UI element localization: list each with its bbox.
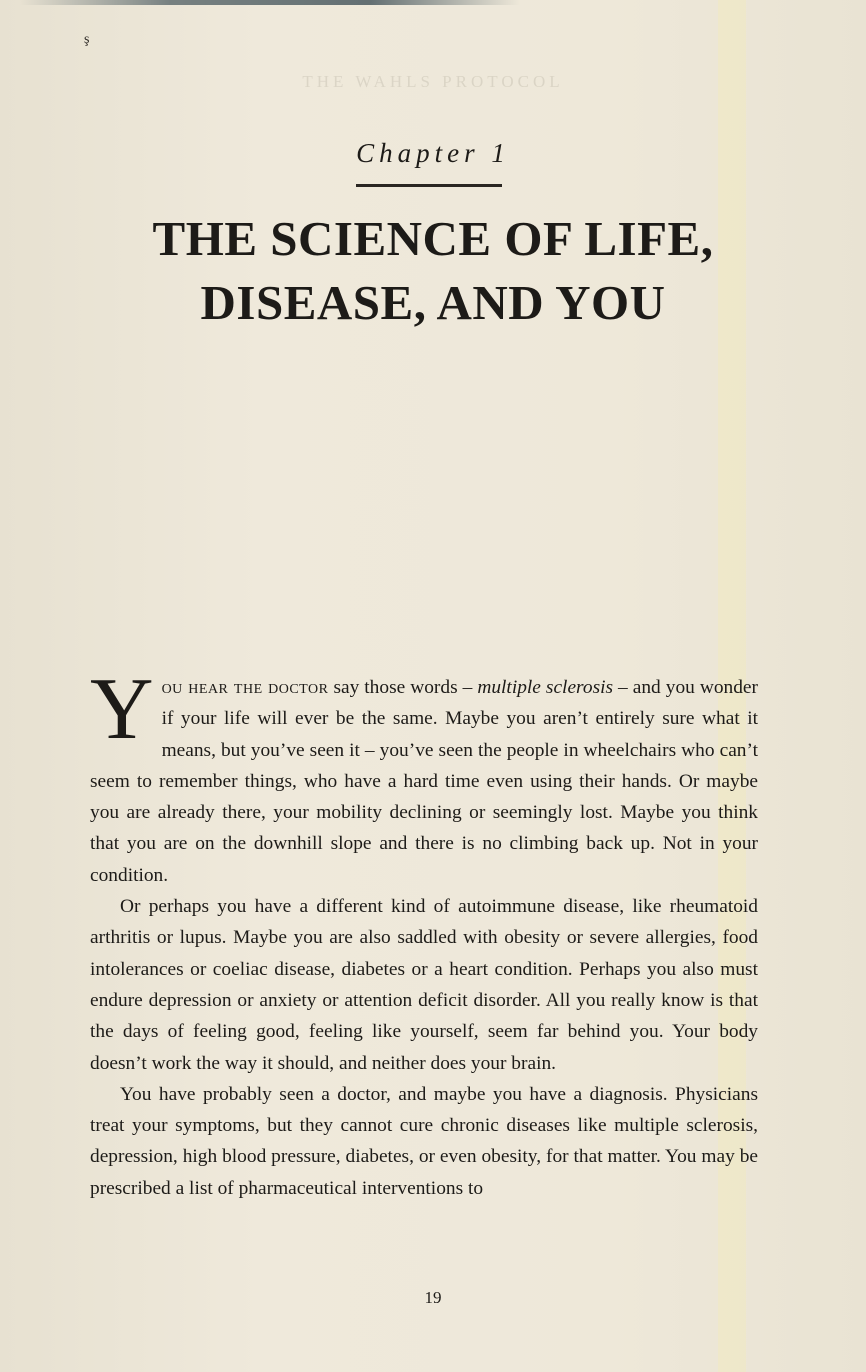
paragraph-1-text-a: say those words –: [328, 677, 478, 698]
smallcaps-lead: ou hear the doctor: [161, 677, 329, 698]
chapter-label: Chapter 1: [356, 138, 510, 168]
paragraph-1: [90, 661, 758, 891]
drop-cap: Y: [90, 661, 154, 758]
paragraph-1-text-b: – and you wonder if your life will ever be the same. Maybe you aren’t entirely sure what it means, but you’ve seen it – you’ve seen the people in wheelchairs who can’t seem to remember things, who have a hard time even using their hands. Or maybe you are already there, your mobility declining or seemingly lost. Maybe you think that you are on the downhill slope and there is no climbing back up. Not in your condition.: [90, 677, 758, 886]
ghost-running-head: THE WAHLS PROTOCOL: [302, 72, 564, 91]
paragraph-2: Or perhaps you have a different kind of autoimmune disease, like rheumatoid arthritis or lupus. Maybe you are also saddled with obesity or severe allergies, food intolerances or coeliac disease, diabetes or a heart condition. Perhaps you also must endure depression or anxiety or attention deficit disorder. All you really know is that the days of feeling good, feeling like yourself, seem far behind you. Your body doesn’t work the way it should, and neither does your brain.: [90, 896, 758, 1074]
corner-mark: ş: [84, 32, 90, 47]
page-top-edge: [20, 0, 520, 5]
chapter-title: [0, 207, 866, 335]
emphasis-multiple-sclerosis: multiple sclerosis: [477, 677, 614, 698]
body-text: [90, 661, 758, 1204]
page-number: 19: [424, 1288, 442, 1307]
chapter-title-line-2: DISEASE, AND YOU: [200, 275, 666, 330]
paragraph-3: You have probably seen a doctor, and maybe you have a diagnosis. Physicians treat your symptoms, but they cannot cure chronic diseases like multiple sclerosis, depression, high blood pressure, diabetes, or even obesity, for that matter. You may be prescribed a list of pharmaceutical interventions to: [90, 1083, 758, 1199]
chapter-title-line-1: THE SCIENCE OF LIFE,: [152, 211, 714, 266]
chapter-rule: [356, 184, 502, 187]
